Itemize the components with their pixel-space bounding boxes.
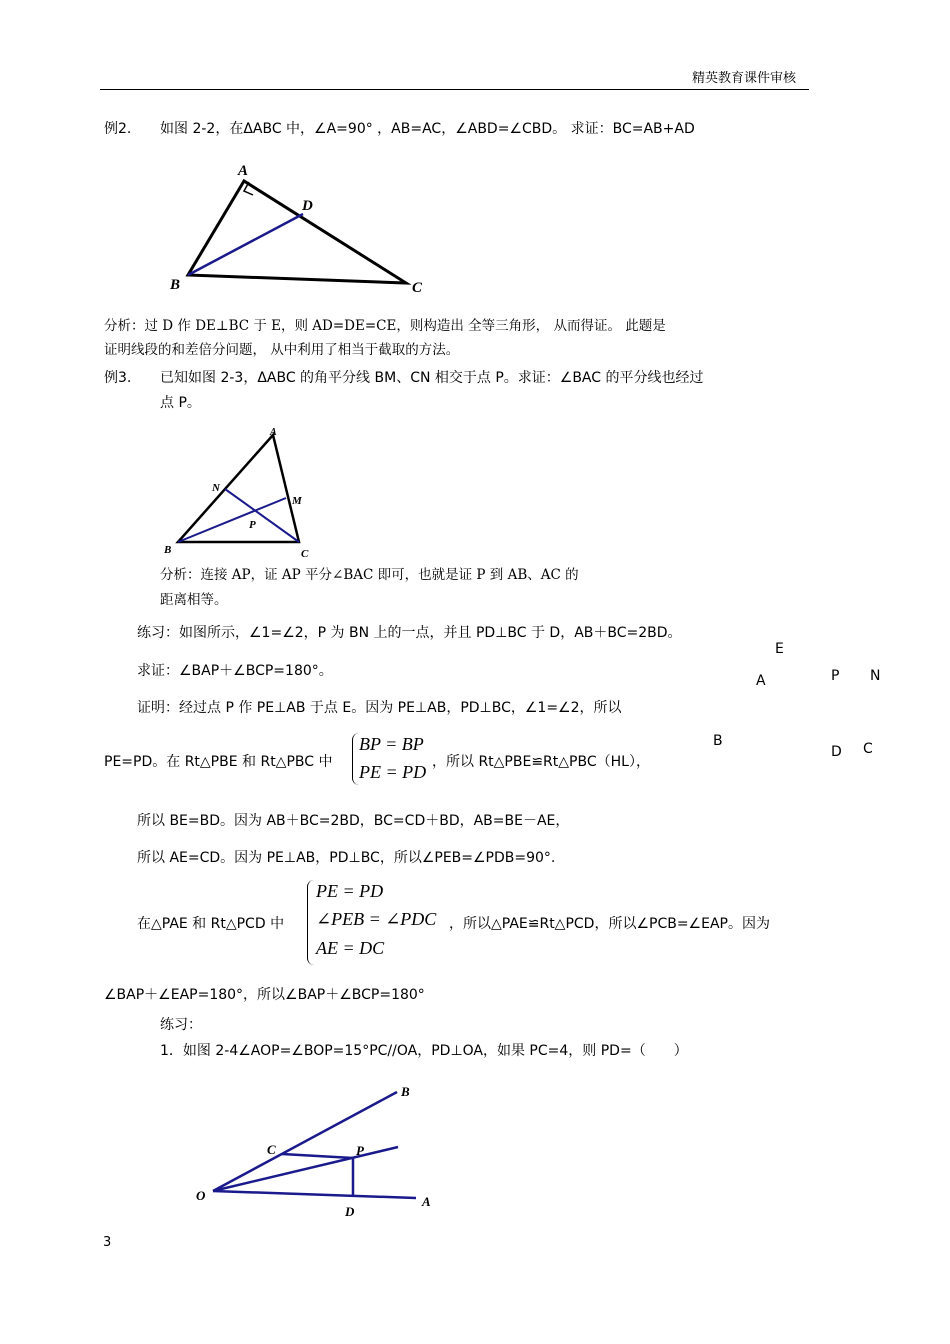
header-rule (100, 89, 809, 90)
label-m: M (292, 495, 302, 507)
header-title: 精英教育课件审核 (692, 71, 797, 86)
label-c-2: C (301, 548, 309, 560)
ex3-statement-line1: 已知如图 2-3，ΔABC 的角平分线 BM、CN 相交于点 P。求证：∠BAC 的平分线也经过 (160, 370, 704, 386)
proof-line5-b: ，所以△PAE≌Rt△PCD，所以∠PCB=∠EAP。因为 (449, 916, 770, 932)
right-angle-mark (244, 182, 253, 195)
fig-label-e: E (775, 641, 784, 657)
proof-line6: ∠BAP＋∠EAP=180°，所以∠BAP＋∠BCP=180° (104, 987, 425, 1003)
page-number: 3 (103, 1235, 112, 1250)
proof-line5-a: 在△PAE 和 Rt△PCD 中 (137, 916, 285, 932)
label-c: C (412, 280, 423, 296)
triangle-abc (188, 181, 406, 283)
label-d-3: D (345, 1204, 355, 1219)
fig-label-a: A (756, 673, 766, 689)
fig-label-p: P (831, 668, 840, 684)
ex2-number: 例2. (104, 121, 132, 137)
ray-oa (213, 1191, 416, 1198)
fig-label-n: N (870, 668, 881, 684)
segment-pc (282, 1154, 353, 1158)
ex2-analysis-line2: 证明线段的和差倍分问题， 从中利用了相当于截取的方法。 (104, 342, 460, 358)
system1-eq1: BP = BP (359, 734, 424, 754)
label-p: P (249, 519, 256, 531)
label-a-3: A (422, 1194, 431, 1209)
ray-op (213, 1147, 398, 1191)
label-c-3: C (267, 1142, 276, 1157)
system2-eq3: AE = DC (316, 938, 385, 958)
label-a-2: A (270, 427, 277, 438)
system2-eq1: PE = PD (316, 881, 384, 901)
label-b-3: B (401, 1084, 410, 1099)
ex2-analysis-line1: 分析：过 D 作 DE⊥BC 于 E，则 AD=DE=CE，则构造出 全等三角形， 从而得证。 此题是 (104, 318, 666, 334)
proof-line2-a: PE=PD。在 Rt△PBE 和 Rt△PBC 中 (104, 754, 333, 770)
system1-eq2: PE = PD (359, 762, 427, 782)
proof-line1: 证明：经过点 P 作 PE⊥AB 于点 E。因为 PE⊥AB，PD⊥BC，∠1=∠2，所以 (137, 700, 622, 716)
proof-line3: 所以 BE=BD。因为 AB＋BC=2BD，BC=CD＋BD，AB=BE－AE， (137, 813, 570, 829)
ex2-statement: 如图 2-2，在ΔABC 中，∠A=90° ，AB=AC，∠ABD=∠CBD。 求证：BC=AB+AD (160, 121, 695, 137)
label-b: B (170, 277, 181, 293)
exercise-heading: 练习： (160, 1017, 202, 1033)
figure-2-2 (160, 158, 440, 298)
practice-goal: 求证：∠BAP＋∠BCP=180°。 (137, 663, 333, 679)
proof-line2-b: ，所以 Rt△PBE≌Rt△PBC（HL）， (432, 754, 650, 770)
triangle-abc-2 (178, 435, 299, 542)
fig-label-d: D (831, 744, 842, 760)
figure-2-3 (160, 425, 320, 565)
system-brace-1 (352, 733, 359, 785)
ray-ob (213, 1092, 397, 1191)
label-b-2: B (164, 544, 172, 556)
label-n: N (212, 482, 220, 494)
label-p-3: P (356, 1143, 364, 1158)
label-a: A (238, 163, 249, 179)
ex3-statement-line2: 点 P。 (160, 395, 201, 411)
label-o: O (196, 1188, 206, 1203)
system-brace-2 (307, 880, 314, 965)
ex3-analysis-line2: 距离相等。 (160, 592, 228, 608)
label-d: D (302, 198, 313, 214)
practice-statement: 练习：如图所示，∠1=∠2，P 为 BN 上的一点，并且 PD⊥BC 于 D，AB＋BC=2BD。 (137, 625, 682, 641)
proof-line4: 所以 AE=CD。因为 PE⊥AB，PD⊥BC，所以∠PEB=∠PDB=90°. (137, 850, 556, 866)
ex3-analysis-line1: 分析：连接 AP，证 AP 平分∠BAC 即可，也就是证 P 到 AB、AC 的 (160, 567, 579, 583)
system2-eq2: ∠PEB = ∠PDC (316, 909, 437, 929)
fig-label-b: B (713, 733, 723, 749)
figure-2-4 (190, 1080, 450, 1220)
fig-label-c: C (863, 741, 873, 757)
ex3-number: 例3. (104, 370, 132, 386)
exercise-q1: 1．如图 2-4∠AOP=∠BOP=15°PC//OA，PD⊥OA，如果 PC=4，则 PD=（ ） (160, 1043, 688, 1059)
